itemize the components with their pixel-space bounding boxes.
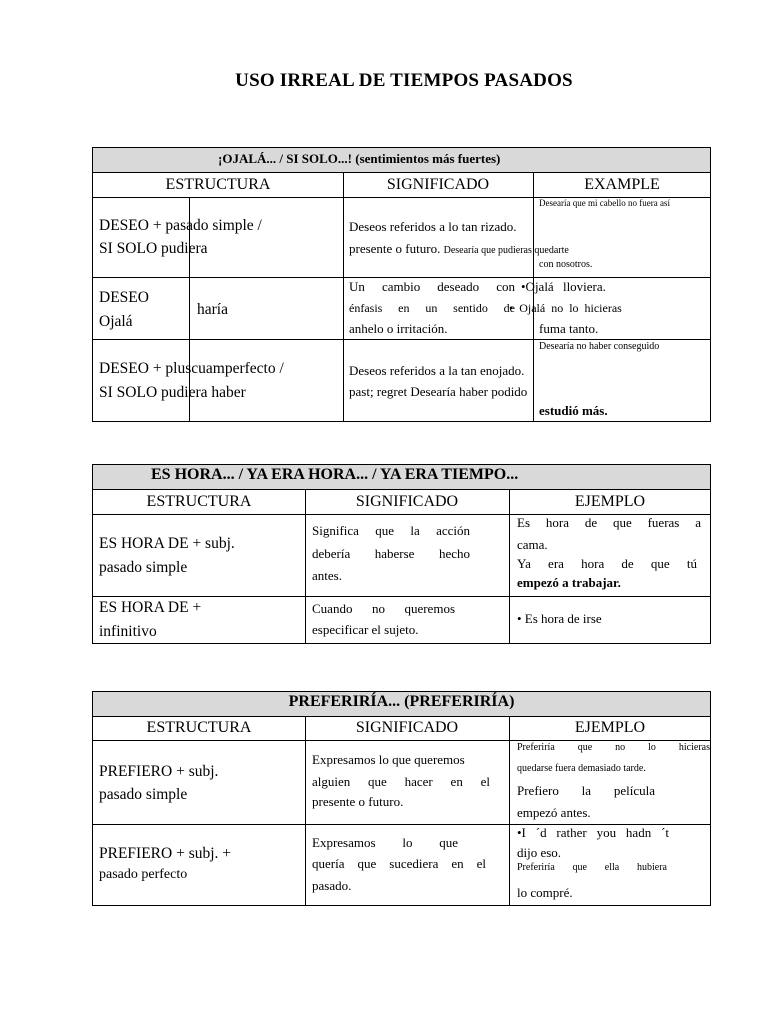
column-header-estructura: ESTRUCTURA <box>146 493 252 510</box>
estructura-text: PREFIERO + subj. <box>99 763 219 780</box>
estructura-text: SI SOLO pudiera haber <box>99 384 246 401</box>
example-text: Prefiero la película <box>517 783 655 798</box>
table-preferiria <box>92 691 711 906</box>
example-text: Preferiría que no lo hicieras <box>517 742 710 753</box>
column-header-ejemplo: EJEMPLO <box>574 493 646 510</box>
significado-text: pasado. <box>312 878 352 893</box>
estructura-text: ES HORA DE + subj. <box>99 535 235 552</box>
column-header-estructura: ESTRUCTURA <box>165 176 271 193</box>
example-text: Desearía que pudieras quedarte <box>443 245 569 256</box>
column-header-significado: SIGNIFICADO <box>386 176 490 193</box>
estructura-text: DESEO <box>99 289 149 306</box>
example-text: • Ojalá no lo hicieras <box>509 301 622 315</box>
estructura-text: infinitivo <box>99 623 157 640</box>
table-ojala <box>92 147 711 422</box>
estructura-text: pasado simple <box>99 786 188 803</box>
estructura-text: DESEO + pluscuamperfecto / <box>99 360 284 377</box>
significado-text: especificar el sujeto. <box>312 622 419 637</box>
column-header-estructura: ESTRUCTURA <box>146 719 252 736</box>
significado-text: Significa que la acción <box>312 523 470 538</box>
example-text: empezó antes. <box>517 805 591 820</box>
column-header-ejemplo: EJEMPLO <box>574 719 646 736</box>
example-text: con nosotros. <box>539 259 593 270</box>
estructura-text: Ojalá <box>99 313 133 330</box>
significado-text: Cuando no queremos <box>312 601 455 616</box>
significado-text: Expresamos lo que queremos <box>312 752 465 767</box>
significado-text: past; regret Desearía haber podido <box>349 384 528 399</box>
significado-text: énfasis en un sentido de <box>349 301 515 315</box>
significado-text: Expresamos lo que <box>312 835 458 850</box>
table-heading <box>93 465 710 490</box>
example-text: empezó a trabajar. <box>517 575 621 590</box>
estructura-text: SI SOLO pudiera <box>99 240 208 257</box>
significado-text: Deseos referidos a la tan enojado. <box>349 363 525 378</box>
table-heading-text: ES HORA... / YA ERA HORA... / YA ERA TIEMPO... <box>151 466 519 483</box>
table-es-hora <box>92 464 711 644</box>
table-heading <box>93 692 710 717</box>
table-heading <box>93 148 710 173</box>
significado-text: quería que sucediera en el <box>312 856 486 871</box>
significado-text: debería haberse hecho <box>312 546 470 561</box>
significado-text: Deseos referidos a lo tan rizado. <box>349 219 517 234</box>
example-text: lo compré. <box>517 885 573 900</box>
estructura-text: haría <box>197 301 228 318</box>
example-text: Desearía que mi cabello no fuera así <box>539 198 670 208</box>
example-text: dijo eso. <box>517 845 562 860</box>
significado-text: Un cambio deseado con <box>349 279 515 294</box>
estructura-text: ES HORA DE + <box>99 599 202 616</box>
example-text: • Es hora de irse <box>517 611 602 626</box>
significado-line <box>349 239 569 259</box>
estructura-text: DESEO + pasado simple / <box>99 217 262 234</box>
example-text: Preferiría que ella hubiera <box>517 862 667 873</box>
table-heading-text: PREFERIRÍA... (PREFERIRÍA) <box>288 693 515 710</box>
significado-text: antes. <box>312 568 342 583</box>
example-text: cama. <box>517 537 548 552</box>
significado-text: presente o futuro. <box>312 794 404 809</box>
example-text: Desearía no haber conseguido <box>539 341 660 352</box>
column-header-example: EXAMPLE <box>584 176 660 193</box>
example-text: estudió más. <box>539 403 608 418</box>
estructura-text: PREFIERO + subj. + <box>99 845 232 862</box>
table-heading-text: ¡OJALÁ... / SI SOLO...! (sentimientos más fuertes) <box>218 151 501 166</box>
example-text: fuma tanto. <box>539 321 599 336</box>
example-text: •I ´d rather you hadn ´t <box>517 825 669 840</box>
example-text: •Ojalá lloviera. <box>521 279 606 294</box>
column-header-significado: SIGNIFICADO <box>355 719 459 736</box>
estructura-text: pasado simple <box>99 559 188 576</box>
significado-text: presente o futuro. <box>349 241 441 256</box>
example-text: Ya era hora de que tú <box>517 556 697 571</box>
significado-text: alguien que hacer en el <box>312 774 490 789</box>
estructura-text: pasado perfecto <box>99 867 188 882</box>
significado-text: anhelo o irritación. <box>349 321 448 336</box>
example-text: Es hora de que fueras a <box>517 515 701 530</box>
page-title: USO IRREAL DE TIEMPOS PASADOS <box>235 70 573 91</box>
example-text: quedarse fuera demasiado tarde. <box>517 763 646 774</box>
column-header-significado: SIGNIFICADO <box>355 493 459 510</box>
